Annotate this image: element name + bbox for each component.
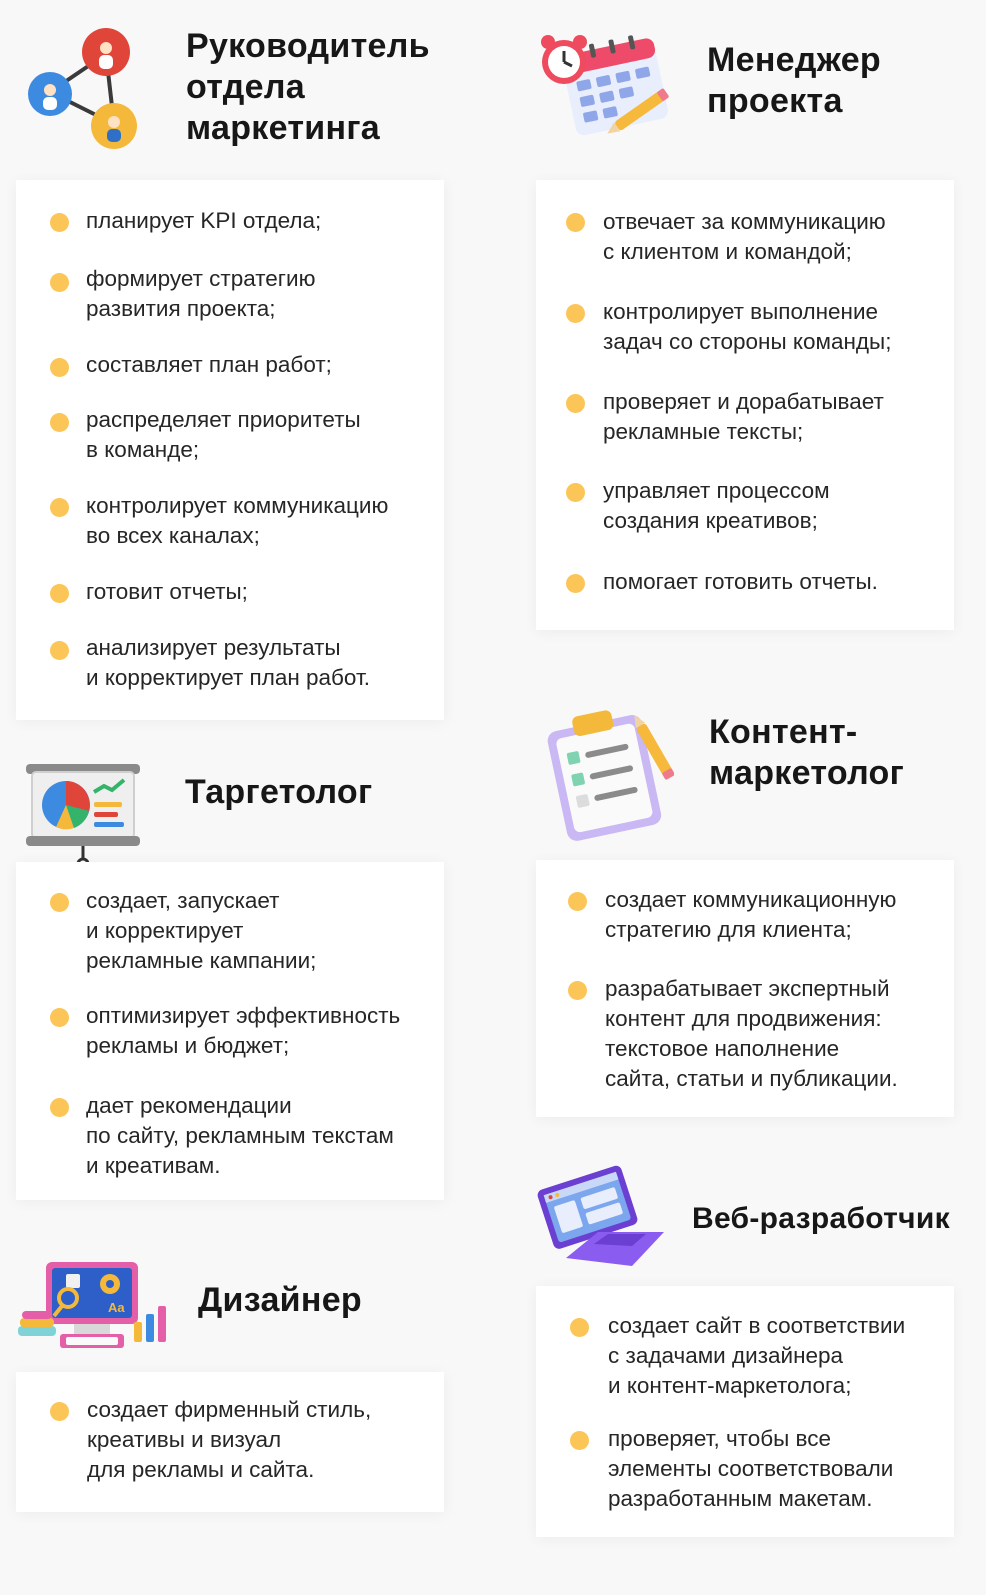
role-title-targetologist: Таргетолог [185, 773, 373, 811]
clipboard-checklist-icon [534, 700, 674, 847]
list-item: составляет план работ; [86, 352, 332, 377]
list-item: разрабатывает экспертный контент для продвижения: текстовое наполнение сайта, статьи и публикации. [605, 976, 898, 1091]
presentation-chart-icon [22, 760, 144, 877]
list-item: готовит отчеты; [86, 579, 248, 604]
bullet-icon [566, 394, 585, 413]
team-network-icon [22, 22, 140, 157]
list-item: создает коммуникационную стратегию для клиента; [605, 887, 897, 942]
list-item: контролирует коммуникацию во всех каналах; [86, 493, 389, 548]
bullet-icon [566, 574, 585, 593]
list-item: дает рекомендации по сайту, рекламным текстам и креативам. [86, 1093, 394, 1178]
list-item: создает сайт в соответствии с задачами дизайнера и контент-маркетолога; [608, 1313, 906, 1398]
list-item: планирует KPI отдела; [86, 208, 322, 233]
bullet-icon [50, 273, 69, 292]
role-title-head-marketing: Руководитель отдела маркетинга [186, 27, 430, 147]
bullet-icon [50, 213, 69, 232]
role-title-web-developer: Веб-разработчик [692, 1202, 950, 1235]
bullet-icon [50, 498, 69, 517]
list-item: проверяет, чтобы все элементы соответствовали разработанным макетам. [608, 1426, 894, 1511]
list-item: контролирует выполнение задач со стороны команды; [603, 299, 892, 354]
design-monitor-icon [16, 1256, 172, 1365]
bullet-icon [50, 358, 69, 377]
bullet-icon [50, 584, 69, 603]
list-item: помогает готовить отчеты. [603, 569, 878, 594]
bullet-icon [566, 213, 585, 232]
list-item: создает фирменный стиль, креативы и визуал для рекламы и сайта. [87, 1397, 372, 1482]
bullet-icon [50, 1008, 69, 1027]
list-item: оптимизирует эффективность рекламы и бюджет; [86, 1003, 401, 1058]
calendar-clock-icon [534, 22, 674, 147]
list-item: управляет процессом создания креативов; [603, 478, 830, 533]
list-item: анализирует результаты и корректирует план работ. [86, 635, 371, 690]
bullet-icon [50, 641, 69, 660]
bullet-icon [568, 892, 587, 911]
laptop-icon [536, 1160, 668, 1281]
bullet-icon [566, 304, 585, 323]
bullet-icon [566, 483, 585, 502]
bullet-icon [50, 413, 69, 432]
bullet-icon [50, 1402, 69, 1421]
bullet-icon [50, 1098, 69, 1117]
role-title-designer: Дизайнер [198, 1281, 362, 1319]
list-item: распределяет приоритеты в команде; [86, 407, 361, 462]
svg-text:Aa: Aa [108, 1300, 125, 1315]
role-title-project-manager: Менеджер проекта [707, 41, 881, 120]
list-item: проверяет и дорабатывает рекламные тексты; [603, 389, 884, 444]
bullet-icon [50, 893, 69, 912]
bullet-icon [570, 1431, 589, 1450]
list-item: создает, запускает и корректирует рекламные кампании; [86, 888, 317, 973]
list-item: отвечает за коммуникацию с клиентом и командой; [603, 209, 886, 264]
list-item: формирует стратегию развития проекта; [86, 266, 316, 321]
bullet-icon [570, 1318, 589, 1337]
role-title-content-marketer: Контент- маркетолог [709, 713, 905, 792]
bullet-icon [568, 981, 587, 1000]
